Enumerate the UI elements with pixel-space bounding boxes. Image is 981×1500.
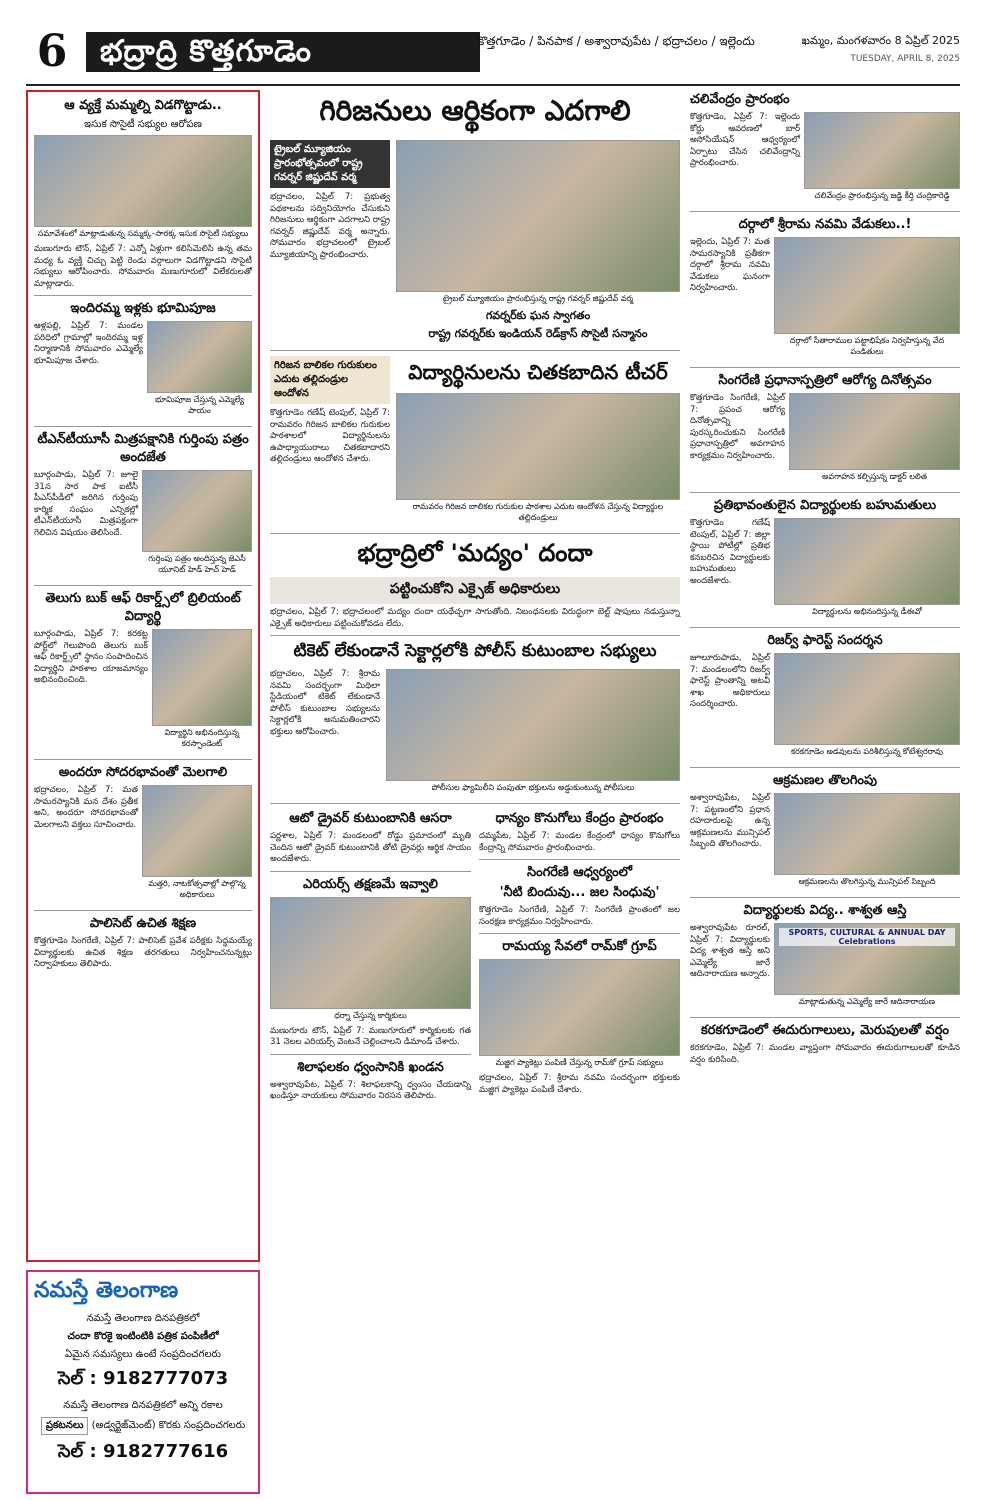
photo-caption: గుర్తింపు పత్రం అందిస్తున్న జెఎసీ యూనిట్ హెడ్ హెచ్ హెడ్ [148, 554, 246, 574]
story-photo [774, 923, 960, 995]
story-photo [270, 897, 471, 1009]
divider [34, 759, 252, 760]
story-headline: భద్రాద్రిలో 'మద్యం' దందా [357, 539, 593, 567]
lead-kicker: ట్రైబల్ మ్యూజియం ప్రారంభోత్సవంలో రాష్ట్ర గవర్నర్ జిష్ణుదేవ్ వర్మ [270, 140, 390, 188]
photo-caption: దర్గాలో సీతారాముల పట్టాభిషేకం నిర్వహిస్తున్న వేద పండితులు [789, 336, 945, 356]
story-headline: టీఎన్‌టీయూసీ మిత్రపక్షానికి గుర్తింపు పత్రం అందజేత [37, 432, 249, 465]
photo-caption: కరకగూడెం అడవులను పరిశీలిస్తున్న కోటేశ్వరరావు [791, 747, 943, 756]
story-body: అశ్వారావుపేట, ఏప్రిల్ 7: పట్టణంలోని ప్రధాన రహదారులపై ఉన్న ఆక్రమణలను మున్సిపల్ సిబ్బంది తొలగించారు. [690, 793, 770, 849]
story-photo [774, 793, 960, 875]
story-headline: ప్రతిభావంతులైన విద్యార్థులకు బహుమతులు [713, 498, 937, 513]
photo-caption: విద్యార్థిని అభినందిస్తున్న కరస్పాండెంట్ [164, 728, 240, 748]
side-headline: రాష్ట్ర గవర్నర్‌కు ఇండియన్ రెడ్‌క్రాస్ సొసైటీ సన్మానం [428, 327, 648, 340]
story-headline: ఎరియర్స్ తక్షణమే ఇవ్వాలి [303, 876, 438, 892]
photo-caption: మత్తరి, నాటకోత్సవాల్లో పాల్గొన్న అధికారులు [148, 879, 246, 899]
divider [690, 627, 960, 628]
ad-text: (అడ్వర్టైజ్‌మెంట్) కొరకు సంప్రదించగలరు [91, 1420, 246, 1431]
divider [690, 767, 960, 768]
story-body: కొత్తగూడెం, ఏప్రిల్ 7: ఇల్లెందు కోర్టు ఆవరణలో బార్ అసోసియేషన్ ఆధ్వర్యంలో ఏర్పాటు చేసిన చలివేంద్రాన్ని ప్రారంభించారు. [690, 112, 800, 168]
subscription-ad [26, 1270, 260, 1494]
photo-caption: విద్యార్థులను అభినందిస్తున్న డీఈవో [812, 607, 922, 616]
photo-caption: ఆక్రమణలను తొలగిస్తున్న మున్సిపల్ సిబ్బంది [798, 877, 936, 886]
photo-caption: రామవరం గిరిజన బాలికల గురుకుల పాఠశాల ఎదుట ఆందోళన చేస్తున్న విద్యార్థుల తల్లిదండ్రులు [412, 502, 664, 522]
story-photo [774, 653, 960, 745]
story-headline: ఆటో డ్రైవర్ కుటుంబానికి ఆసరా [289, 811, 452, 826]
divider [34, 910, 252, 911]
photo-banner-text: SPORTS, CULTURAL & ANNUAL DAY Celebrations [779, 928, 955, 946]
divider [270, 635, 680, 636]
story-photo [804, 112, 960, 189]
story-body: మణుగూరు టౌన్, ఏప్రిల్ 7: మణుగూరులో కార్మికులకు గత 31 నెలల ఎరియర్స్ వెంటనే చెల్లించాలని డిమాండ్ చేశారు. [270, 1025, 471, 1047]
story-headline: శిలాఫలకం ధ్వంసానికి ఖండన [297, 1059, 444, 1075]
divider [690, 367, 960, 368]
masthead [26, 26, 960, 78]
story-body: కొత్తగూడెం సింగరేణి, ఏప్రిల్ 7: ప్రపంచ ఆరోగ్య దినోత్సవాన్ని పురస్కరించుకుని సింగరేణి ప్రధానాస్పత్రిలో అవగాహన కార్యక్రమం నిర్వహించారు. [690, 393, 785, 461]
photo-caption: సమావేశంలో మాట్లాడుతున్న సమ్మక్క–సారక్క ఇసుక సొసైటీ సభ్యులు [37, 229, 249, 238]
story-body: కొత్తగూడెం సింగరేణి, ఏప్రిల్ 7: పాలిసెట్ ప్రవేశ పరీక్షకు సిద్ధమయ్యే విద్యార్థులకు ఉచిత శిక్షణ తరగతులు నిర్వహించనున్నట్లు నిర్వాహకులు తెలిపారు. [34, 936, 252, 969]
story-photo [34, 135, 252, 227]
ad-text-row [34, 1417, 252, 1435]
ad-text: చందా కొరకై ఇంటింటికి పత్రిక పంపిణీలో [67, 1331, 219, 1342]
story-body: బూర్గంపాడు, ఏప్రిల్ 7: కరకట్ట పోర్ట్‌లో గెలుపొంది తెలుగు బుక్ ఆఫ్ రికార్డ్స్‌లో స్థానం సంపాదించిన విద్యార్థిని పాఠశాల యాజమాన్యం అభినందించింది. [34, 629, 148, 685]
divider [270, 350, 680, 351]
photo-caption: చలివేంద్రం ప్రారంభిస్తున్న జడ్జి కీర్తి చంద్రికారెడ్డి [814, 191, 950, 200]
story-headline: ఇందిరమ్మ ఇళ్లకు భూమిపూజ [70, 301, 216, 316]
story-body: భద్రాచలం, ఏప్రిల్ 7: శ్రీరామ నవమి సందర్భంగా భక్తులకు మజ్జిగ ప్యాకెట్లు పంపిణీ చేశారు. [479, 1073, 680, 1095]
ad-phone[interactable]: సెల్ : 9182777073 [57, 1368, 229, 1389]
section-title: భద్రాద్రి కొత్తగూడెం [86, 32, 480, 72]
photo-caption: పోలీసుల ఫ్యామిలీని పంపుతూ భక్తులను అడ్డుకుంటున్న పోలీసులు [431, 783, 635, 792]
dateline-english: TUESDAY, APRIL 8, 2025 [850, 54, 960, 64]
story-body: మణుగూరు టౌన్, ఏప్రిల్ 7: ఎన్నో ఏళ్లుగా కలిసిమెలిసి ఉన్న తమ మధ్య ఓ వ్యక్తి చిచ్చు పెట్టి రెండు వర్గాలుగా విడగొట్టాడని సొసైటీ సభ్యులు ఆరోపించారు. సోమవారం మణుగూరులో విలేకరులతో మాట్లాడారు. [34, 244, 252, 289]
story-body: పర్ణశాల, ఏప్రిల్ 7: మండలంలో రోడ్డు ప్రమాదంలో మృతి చెందిన ఆటో డ్రైవర్ కుటుంబానికి తోటి డ్రైవర్లు ఆర్థిక సాయం అందజేశారు. [270, 831, 471, 864]
story-photo [479, 959, 680, 1056]
divider [34, 585, 252, 586]
story-headline: అందరూ సోదరభావంతో మెలగాలి [58, 765, 228, 780]
divider [690, 897, 960, 898]
masthead-rule [26, 84, 960, 86]
story-photo [396, 393, 680, 500]
story-photo [147, 321, 252, 393]
ad-logo: నమస్తే తెలంగాణ [34, 1278, 179, 1303]
story-body: కొత్తగూడెం సింగరేణి, ఏప్రిల్ 7: సింగరేణి ప్రాంతంలో జల సంరక్షణ కార్యక్రమం నిర్వహించారు. [479, 905, 680, 927]
ad-text: ఏమైన సమస్యలు ఉంటే సంప్రదించగలరు [65, 1349, 221, 1360]
story-body: ఆళ్లపల్లి, ఏప్రిల్ 7: మండల పరిధిలో గ్రామాల్లో ఇందిరమ్మ ఇళ్ల నిర్మాణానికి సోమవారం ఎమ్మెల్యే భూమిపూజ చేశారు. [34, 321, 143, 366]
story-headline: తెలుగు బుక్ ఆఫ్ రికార్డ్స్‌లో బ్రిలియంట్ విద్యార్థి [45, 591, 241, 624]
story-body: కరకగూడెం, ఏప్రిల్ 7: మండల వ్యాప్తంగా సోమవారం ఈదురుగాలులతో కూడిన వర్షం కురిసింది. [690, 1043, 960, 1065]
lead-headline: గిరిజనులు ఆర్థికంగా ఎదగాలి [319, 94, 631, 127]
divider [479, 859, 680, 860]
lead-photo [396, 140, 680, 292]
dateline-telugu: ఖమ్మం, మంగళవారం 8 ఏప్రిల్ 2025 [801, 34, 960, 47]
story-headline: రిజర్వ్ ఫారెస్ట్ సందర్శన [767, 633, 883, 648]
story-headline: టికెట్ లేకుండానే సెక్టార్లలోకి పోలీస్ కుటుంబాల సభ్యులు [293, 641, 657, 661]
divider [690, 492, 960, 493]
photo-caption: అవగాహన కల్పిస్తున్న డాక్టర్ లలిత [821, 472, 928, 481]
photo-caption: ట్రైబల్ మ్యూజియం ప్రారంభిస్తున్న రాష్ట్ర గవర్నర్ జిష్ణుదేవ్ వర్మ [442, 294, 634, 303]
photo-caption: మాట్లాడుతున్న ఎమ్మెల్యే జారే ఆదినారాయణ [798, 997, 936, 1006]
story-headline: సింగరేణి ఆధ్వర్యంలో [526, 865, 633, 880]
divider [270, 1054, 471, 1055]
middle-column [270, 90, 680, 1103]
ad-boxed-word: ప్రకటనలు [41, 1417, 89, 1435]
story-body: భద్రాచలం, ఏప్రిల్ 7: ప్రభుత్వ పథకాలను సద్వినియోగం చేసుకుని గిరిజనులు ఆర్థికంగా ఎదగాలని రాష్ట్ర గవర్నర్ జిష్ణుదేవ్ వర్మ అన్నారు. సోమవారం భద్రాచలంలో ట్రైబల్ మ్యూజియాన్ని ప్రారంభించారు. [270, 192, 390, 260]
story-body: కొత్తగూడెం గణేష్ టెంపుల్, ఏప్రిల్ 7: జిల్లా స్థాయి పోటీల్లో ప్రతిభ కనబరిచిన విద్యార్థులకు బహుమతులు అందజేశారు. [690, 518, 770, 586]
ad-text: నమస్తే తెలంగాణ దినపత్రికలో అన్ని రకాల [63, 1400, 223, 1411]
divider [34, 295, 252, 296]
story-headline: దర్గాలో శ్రీరామ నవమి వేడుకలు..! [738, 217, 912, 232]
story-body: ఇల్లెందు, ఏప్రిల్ 7: మత సామరస్యానికి ప్రతీకగా దర్గాలో శ్రీరామ నవమి వేడుకలు ఘనంగా నిర్వహించారు. [690, 237, 770, 293]
story-photo [774, 237, 960, 334]
photo-caption: ధర్నా చేస్తున్న కార్మికులు [334, 1010, 407, 1020]
story-headline: రామయ్య సేవలో రామ్‌కో గ్రూప్ [502, 939, 657, 954]
story-subheadline: ఇసుక సొసైటీ సభ్యుల ఆరోపణ [84, 119, 202, 130]
ad-phone[interactable]: సెల్ : 9182777616 [57, 1441, 229, 1462]
story-photo [774, 518, 960, 605]
story-kicker: గిరిజన బాలికల గురుకులం ఎదుట తల్లిదండ్రుల ఆందోళన [270, 356, 390, 404]
divider [34, 426, 252, 427]
story-headline: పాలిసెట్ ఉచిత శిక్షణ [89, 916, 197, 931]
story-photo [152, 629, 252, 726]
story-headline: ఆక్రమణల తొలగింపు [773, 773, 877, 788]
ad-text: నమస్తే తెలంగాణ దినపత్రికలో [86, 1313, 200, 1324]
story-body: అశ్వారావుపేట, ఏప్రిల్ 7: శిలాఫలకాన్ని ధ్వంసం చేయడాన్ని ఖండిస్తూ నాయకులు సోమవారం నిరసన తెలిపారు. [270, 1079, 471, 1101]
story-photo [386, 669, 680, 781]
photo-caption: మజ్జిగ ప్యాకెట్లు పంపిణీ చేస్తున్న రామ్‌కో గ్రూప్ సభ్యులు [495, 1058, 664, 1067]
divider [270, 871, 471, 872]
divider [690, 1017, 960, 1018]
story-headline: ధాన్యం కొనుగోలు కేంద్రం ప్రారంభం [495, 811, 664, 826]
right-column [690, 90, 960, 1066]
story-body: కొత్తగూడెం గణేష్ టెంపుల్, ఏప్రిల్ 7: రామవరం గిరిజన బాలికల గురుకుల పాఠశాలలో విద్యార్థినులను ఉపాధ్యాయురాలు చితకబాదారని తల్లిదండ్రులు ఆందోళన చేశారు. [270, 408, 390, 464]
places-line: కొత్తగూడెం / పినపాక / అశ్వారావుపేట / భద్రాచలం / ఇల్లెందు [478, 34, 755, 48]
story-photo [142, 785, 252, 877]
story-subheadline: పట్టించుకోని ఎక్సైజ్ అధికారులు [270, 577, 680, 604]
left-column [26, 90, 260, 1262]
story-body: భద్రాచలం, ఏప్రిల్ 7: భద్రాచలంలో మద్యం దందా యథేచ్ఛగా సాగుతోంది. నిబంధనలకు విరుద్ధంగా బెల్ట్ షాపులు నడుస్తున్నా ఎక్సైజ్ అధికారులు పట్టించుకోవడం లేదు. [270, 607, 680, 629]
story-body: దమ్మపేట, ఏప్రిల్ 7: మండల కేంద్రంలో ధాన్యం కొనుగోలు కేంద్రాన్ని సోమవారం ప్రారంభించారు. [479, 831, 680, 853]
divider [479, 933, 680, 934]
story-photo [789, 393, 960, 470]
story-headline: విద్యార్థినులను చితకబాదిన టీచర్ [408, 360, 668, 384]
story-body: భద్రాచలం, ఏప్రిల్ 7: శ్రీరామ నవమి సందర్భంగా మిథిలా స్టేడియంలో టికెట్ లేకుండానే పోలీస్ కుటుంబాల సభ్యులను సెక్టార్లలోకి అనుమతించారని భక్తులు ఆరోపించారు. [270, 669, 380, 737]
divider [270, 533, 680, 534]
story-headline: కరకగూడెంలో ఈదురుగాలులు, మెరుపులతో వర్షం [700, 1023, 950, 1038]
story-headline: విద్యార్థులకు విద్య.. శాశ్వత ఆస్తి [743, 903, 907, 918]
photo-caption: భూమిపూజ చేస్తున్న ఎమ్మెల్యే పాయం [155, 395, 244, 415]
page-number: 6 [36, 26, 68, 77]
story-body: జూలూరుపాడు, ఏప్రిల్ 7: మండలంలోని రిజర్వ్ ఫారెస్ట్ ప్రాంతాన్ని అటవీ శాఖ అధికారులు సందర్శించారు. [690, 653, 770, 709]
story-body: భద్రాచలం, ఏప్రిల్ 7: మత సామరస్యానికి మన దేశం ప్రతీక అని, అందరూ సోదరభావంతో మెలగాలని వక్తలు సూచించారు. [34, 785, 138, 830]
story-subheadline: 'నీటి బిందువు... జల సింధువు' [499, 885, 660, 900]
story-headline: చలివేంద్రం ప్రారంభం [690, 92, 790, 107]
story-photo [142, 470, 252, 552]
divider [690, 211, 960, 212]
story-headline: ఆ వ్యక్తే మమ్మల్ని విడగొట్టాడు.. [64, 98, 222, 113]
side-headline: గవర్నర్‌కు ఘన స్వాగతం [485, 309, 591, 322]
story-body: అశ్వారావుపేట రూరల్, ఏప్రిల్ 7: విద్యార్థులకు విద్య శాశ్వత ఆస్తి అని ఎమ్మెల్యే జారే ఆదినారాయణ అన్నారు. [690, 923, 770, 979]
story-body: బూర్గంపాడు, ఏప్రిల్ 7: జూలై 31న సార పాక ఐటీసీ పీఎస్‌పీడీలో జరిగిన గుర్తింపు కార్మిక సంఘం ఎన్నికల్లో టీఎన్‌టీయూసీ మిత్రపక్షంగా గెలిచిన విషయం తెలిసిందే. [34, 470, 138, 538]
story-headline: సింగరేణి ప్రధానాస్పత్రిలో ఆరోగ్య దినోత్సవం [718, 373, 932, 388]
divider [270, 803, 680, 804]
